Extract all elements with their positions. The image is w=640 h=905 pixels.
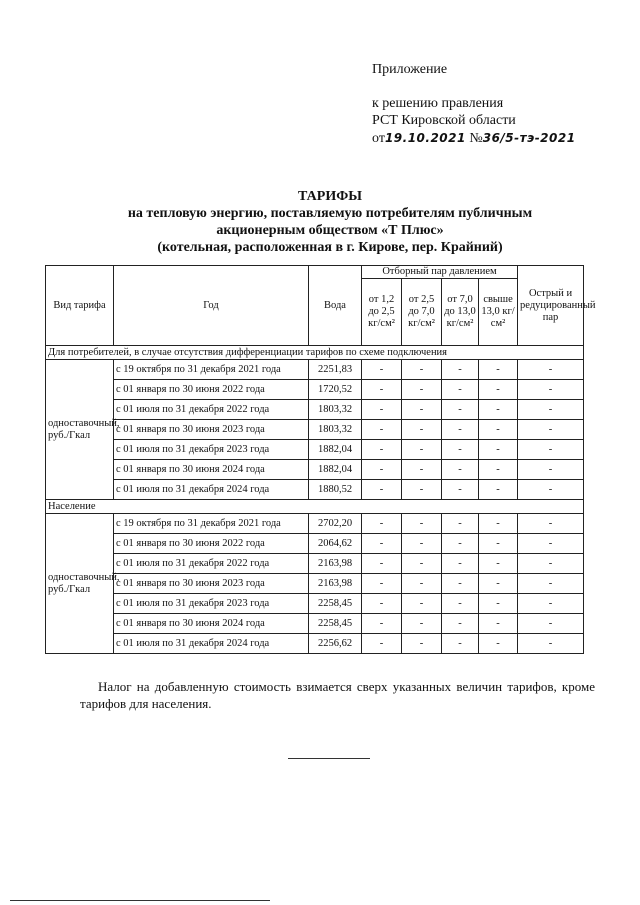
col-pressure-2-header: от 2,5 до 7,0 кг/см² (402, 279, 442, 346)
tariff-type-cell: одноставочный, руб./Гкал (46, 514, 114, 654)
decision-line-2: РСТ Кировской области (372, 113, 516, 128)
sharp-value-cell: - (518, 380, 584, 400)
table-row (46, 594, 584, 614)
p4-value-cell: - (479, 420, 518, 440)
p3-value-cell: - (442, 614, 479, 634)
p2-value-cell: - (402, 534, 442, 554)
col-pressure-1-header: от 1,2 до 2,5 кг/см² (362, 279, 402, 346)
p3-value-cell: - (442, 634, 479, 654)
p4-value-cell: - (479, 634, 518, 654)
table-row (46, 380, 584, 400)
period-cell: с 01 января по 30 июня 2023 года (114, 574, 309, 594)
table-row (46, 420, 584, 440)
p4-value-cell: - (479, 554, 518, 574)
tariff-type-cell: одноставочный, руб./Гкал (46, 360, 114, 500)
table-row (46, 460, 584, 480)
period-cell: с 01 июля по 31 декабря 2022 года (114, 400, 309, 420)
p4-value-cell: - (479, 380, 518, 400)
col-year-header: Год (114, 266, 309, 346)
p2-value-cell: - (402, 480, 442, 500)
table-row (46, 534, 584, 554)
section-population (46, 500, 584, 654)
p2-value-cell: - (402, 440, 442, 460)
p3-value-cell: - (442, 574, 479, 594)
p2-value-cell: - (402, 420, 442, 440)
sharp-value-cell: - (518, 574, 584, 594)
p3-value-cell: - (442, 514, 479, 534)
col-water-header: Вода (309, 266, 362, 346)
table-row (46, 554, 584, 574)
table-row (46, 634, 584, 654)
title-line-4: (котельная, расположенная в г. Кирове, пер. Крайний) (157, 240, 503, 255)
p2-value-cell: - (402, 614, 442, 634)
appendix-label: Приложение (372, 62, 448, 77)
table-row (46, 440, 584, 460)
col-pressure-3-header: от 7,0 до 13,0 кг/см² (442, 279, 479, 346)
p1-value-cell: - (362, 534, 402, 554)
divider-line (288, 758, 370, 759)
p3-value-cell: - (442, 400, 479, 420)
decision-number: 36/5-тэ-2021 (482, 131, 576, 145)
p4-value-cell: - (479, 480, 518, 500)
sharp-value-cell: - (518, 360, 584, 380)
col-tariff-type-header: Вид тарифа (46, 266, 114, 346)
p2-value-cell: - (402, 360, 442, 380)
sharp-value-cell: - (518, 554, 584, 574)
p3-value-cell: - (442, 440, 479, 460)
p1-value-cell: - (362, 420, 402, 440)
period-cell: с 01 января по 30 июня 2022 года (114, 534, 309, 554)
p1-value-cell: - (362, 400, 402, 420)
p4-value-cell: - (479, 534, 518, 554)
title-line-3: акционерным обществом «Т Плюс» (216, 223, 444, 238)
sharp-value-cell: - (518, 614, 584, 634)
sharp-value-cell: - (518, 420, 584, 440)
col-sharp-steam-header: Острый и редуцированный пар (518, 266, 584, 346)
from-prefix: от (372, 131, 385, 146)
period-cell: с 01 июля по 31 декабря 2022 года (114, 554, 309, 574)
section-consumers (46, 346, 584, 500)
p2-value-cell: - (402, 554, 442, 574)
period-cell: с 01 июля по 31 декабря 2023 года (114, 440, 309, 460)
water-value-cell: 1803,32 (309, 400, 362, 420)
col-steam-header: Отборный пар давлением (362, 266, 518, 279)
p3-value-cell: - (442, 594, 479, 614)
period-cell: с 19 октября по 31 декабря 2021 года (114, 360, 309, 380)
p4-value-cell: - (479, 400, 518, 420)
p4-value-cell: - (479, 360, 518, 380)
p1-value-cell: - (362, 574, 402, 594)
p4-value-cell: - (479, 614, 518, 634)
col-pressure-4-header: свыше 13,0 кг/см² (479, 279, 518, 346)
p4-value-cell: - (479, 440, 518, 460)
water-value-cell: 1882,04 (309, 460, 362, 480)
water-value-cell: 2251,83 (309, 360, 362, 380)
section-heading-row (46, 500, 584, 514)
table-row (46, 480, 584, 500)
water-value-cell: 2258,45 (309, 594, 362, 614)
p1-value-cell: - (362, 380, 402, 400)
table-row (46, 574, 584, 594)
section-heading: Население (46, 500, 584, 514)
decision-date: 19.10.2021 (384, 131, 466, 145)
sharp-value-cell: - (518, 514, 584, 534)
tariff-table (45, 265, 596, 654)
p3-value-cell: - (442, 554, 479, 574)
p3-value-cell: - (442, 420, 479, 440)
period-cell: с 01 января по 30 июня 2022 года (114, 380, 309, 400)
water-value-cell: 2258,45 (309, 614, 362, 634)
p2-value-cell: - (402, 594, 442, 614)
p1-value-cell: - (362, 480, 402, 500)
footer-line (10, 900, 270, 901)
decision-date-number (372, 130, 576, 147)
p1-value-cell: - (362, 634, 402, 654)
period-cell: с 01 июля по 31 декабря 2024 года (114, 634, 309, 654)
water-value-cell: 2702,20 (309, 514, 362, 534)
p3-value-cell: - (442, 380, 479, 400)
period-cell: с 19 октября по 31 декабря 2021 года (114, 514, 309, 534)
water-value-cell: 1880,52 (309, 480, 362, 500)
table-header-row (46, 266, 584, 279)
p3-value-cell: - (442, 480, 479, 500)
p1-value-cell: - (362, 554, 402, 574)
p4-value-cell: - (479, 594, 518, 614)
section-heading: Для потребителей, в случае отсутствия дифференциации тарифов по схеме подключения (46, 346, 584, 360)
period-cell: с 01 января по 30 июня 2024 года (114, 460, 309, 480)
sharp-value-cell: - (518, 634, 584, 654)
water-value-cell: 1803,32 (309, 420, 362, 440)
sharp-value-cell: - (518, 440, 584, 460)
sharp-value-cell: - (518, 480, 584, 500)
p2-value-cell: - (402, 574, 442, 594)
water-value-cell: 1882,04 (309, 440, 362, 460)
p2-value-cell: - (402, 380, 442, 400)
period-cell: с 01 января по 30 июня 2024 года (114, 614, 309, 634)
table-row (46, 360, 584, 380)
p2-value-cell: - (402, 514, 442, 534)
p4-value-cell: - (479, 574, 518, 594)
p1-value-cell: - (362, 360, 402, 380)
p3-value-cell: - (442, 534, 479, 554)
vat-note: Налог на добавленную стоимость взимается сверх указанных величин тарифов, кроме тарифов для населения. (80, 679, 595, 711)
p4-value-cell: - (479, 460, 518, 480)
table-row (46, 614, 584, 634)
period-cell: с 01 января по 30 июня 2023 года (114, 420, 309, 440)
water-value-cell: 1720,52 (309, 380, 362, 400)
number-prefix: № (469, 131, 483, 146)
p1-value-cell: - (362, 614, 402, 634)
sharp-value-cell: - (518, 400, 584, 420)
p4-value-cell: - (479, 514, 518, 534)
water-value-cell: 2163,98 (309, 574, 362, 594)
table-row (46, 514, 584, 534)
p1-value-cell: - (362, 440, 402, 460)
decision-line-1: к решению правления (372, 96, 504, 111)
section-heading-row (46, 346, 584, 360)
p2-value-cell: - (402, 400, 442, 420)
sharp-value-cell: - (518, 594, 584, 614)
title-main: ТАРИФЫ (298, 189, 362, 204)
sharp-value-cell: - (518, 534, 584, 554)
water-value-cell: 2064,62 (309, 534, 362, 554)
p1-value-cell: - (362, 460, 402, 480)
table-row (46, 400, 584, 420)
p3-value-cell: - (442, 360, 479, 380)
sharp-value-cell: - (518, 460, 584, 480)
p3-value-cell: - (442, 460, 479, 480)
period-cell: с 01 июля по 31 декабря 2024 года (114, 480, 309, 500)
water-value-cell: 2163,98 (309, 554, 362, 574)
p2-value-cell: - (402, 634, 442, 654)
water-value-cell: 2256,62 (309, 634, 362, 654)
p2-value-cell: - (402, 460, 442, 480)
period-cell: с 01 июля по 31 декабря 2023 года (114, 594, 309, 614)
title-line-2: на тепловую энергию, поставляемую потребителям публичным (127, 206, 533, 221)
p1-value-cell: - (362, 594, 402, 614)
p1-value-cell: - (362, 514, 402, 534)
